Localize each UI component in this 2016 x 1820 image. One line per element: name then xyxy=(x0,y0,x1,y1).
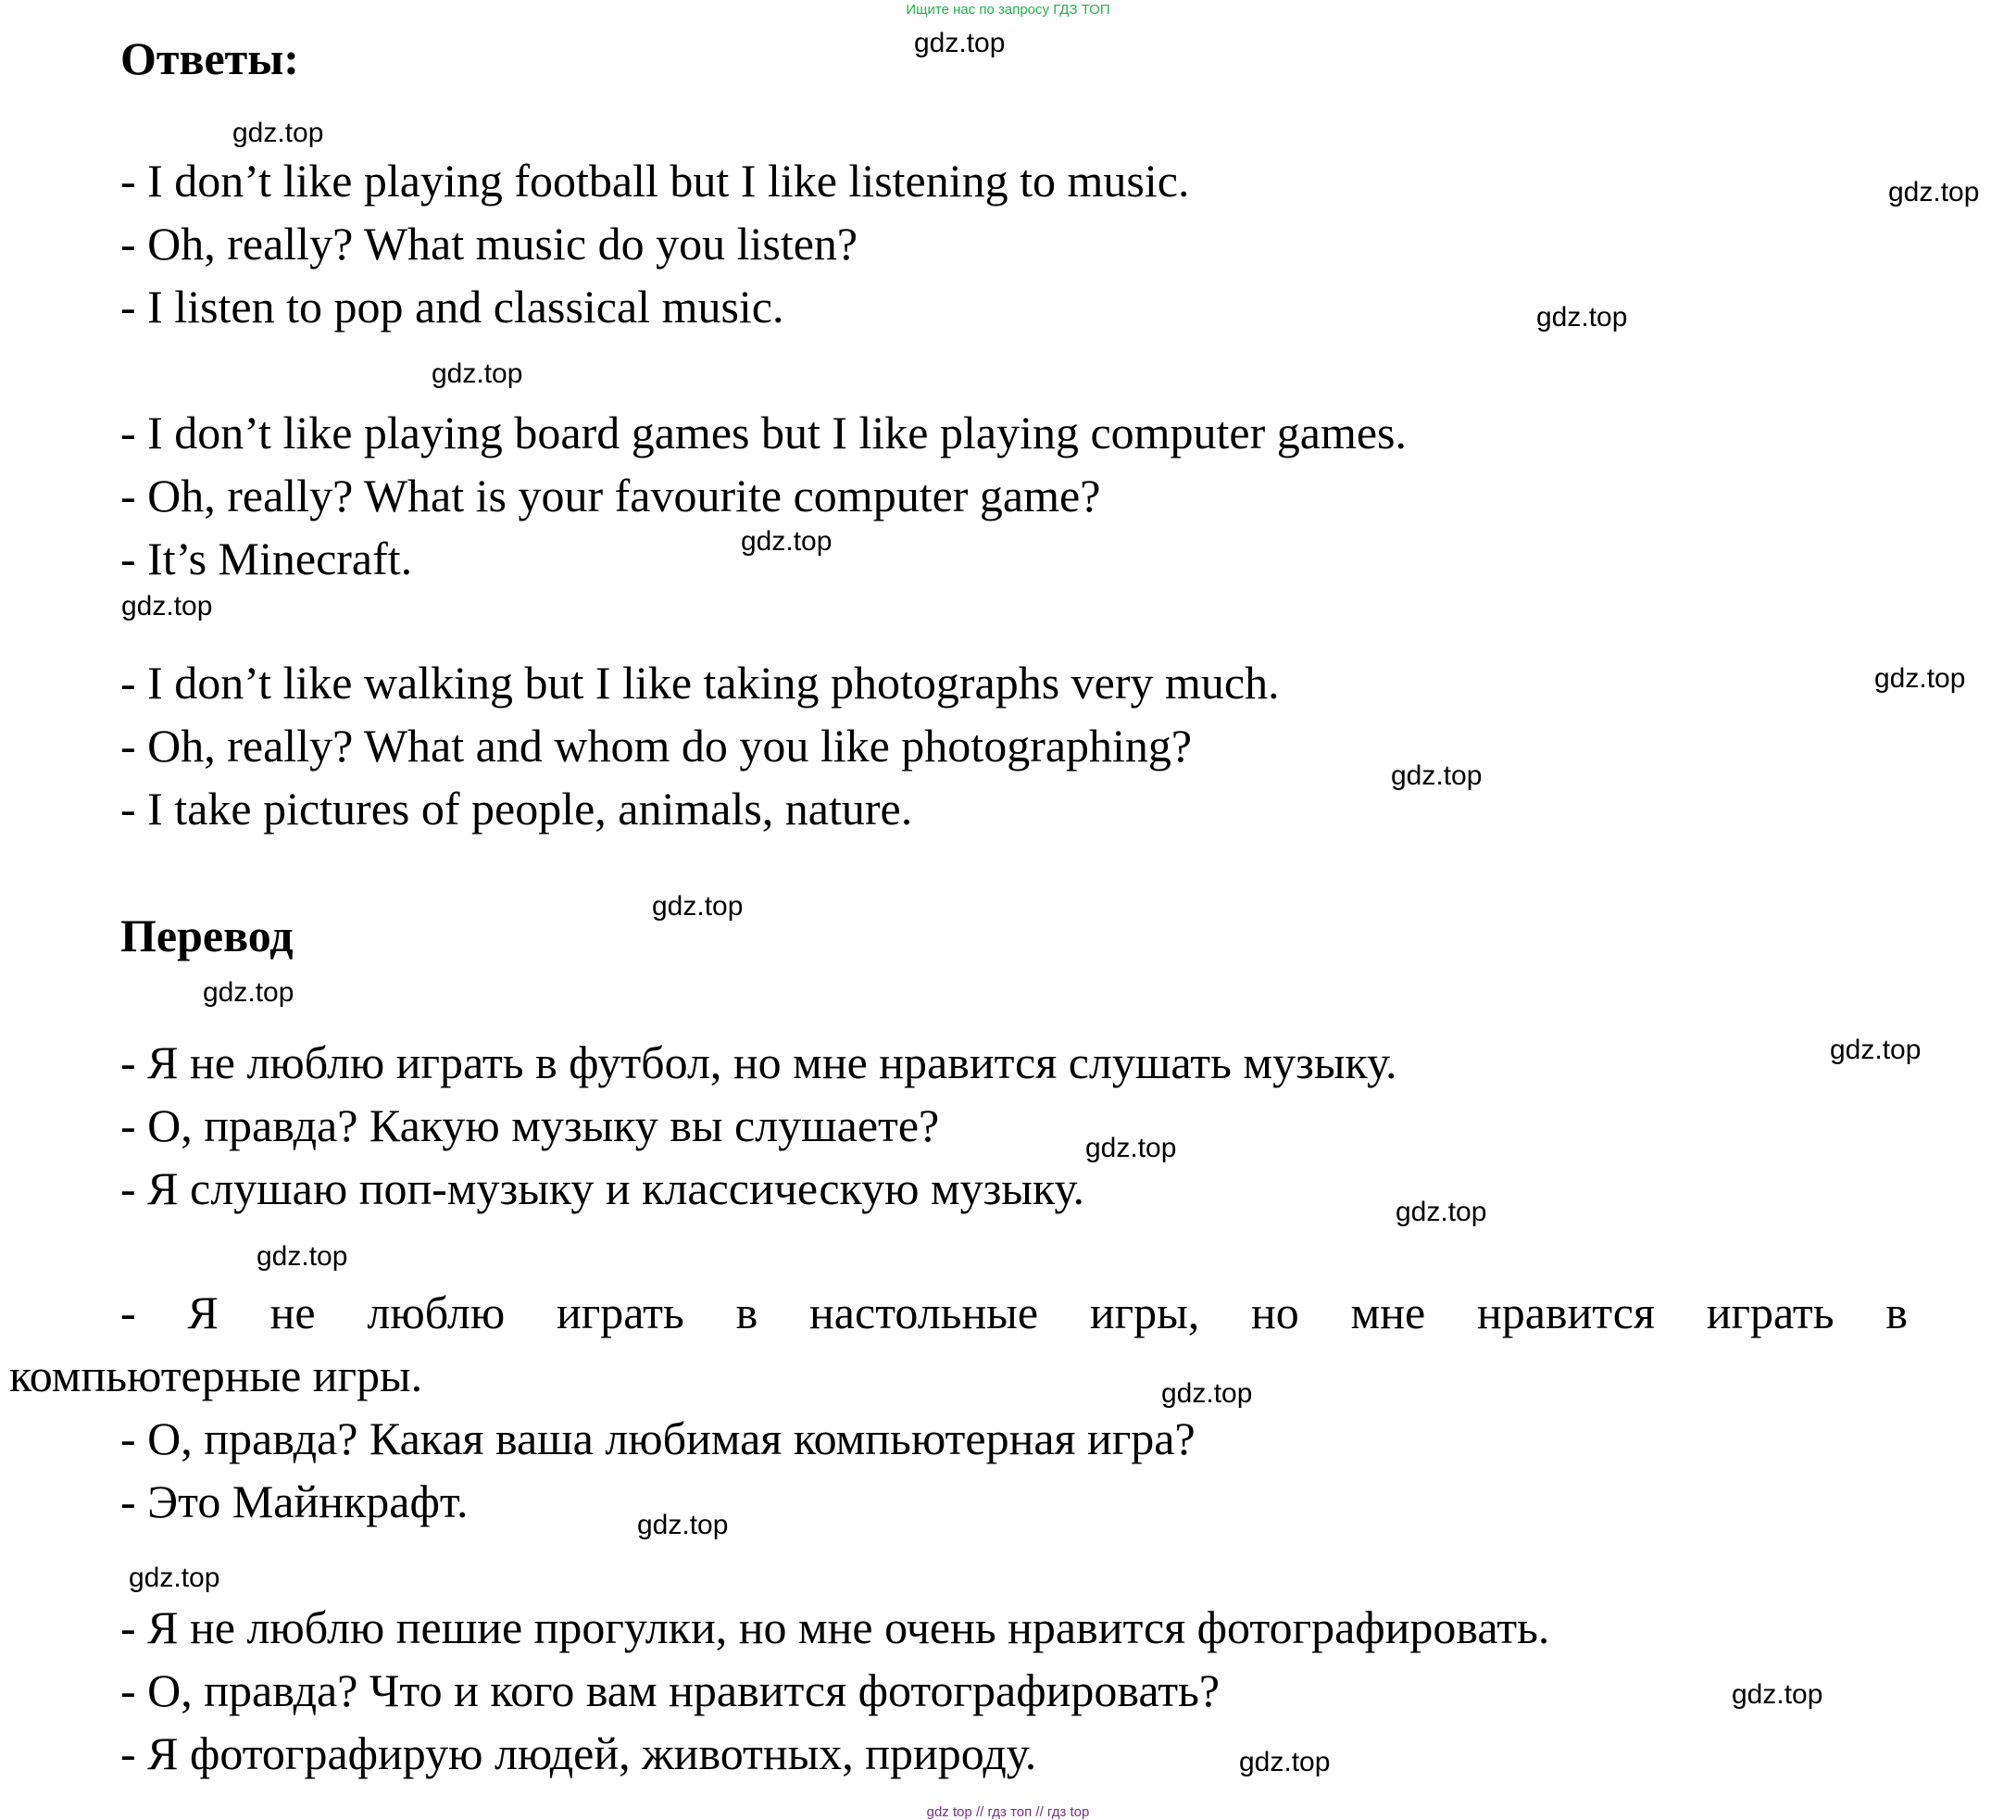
answer-line: - I take pictures of people, animals, nature. xyxy=(120,783,913,835)
translation-line: - Я слушаю поп-музыку и классическую музыку. xyxy=(120,1162,1085,1214)
watermark: gdz.top xyxy=(1888,177,1980,207)
answer-line: - I don’t like playing board games but I like playing computer games. xyxy=(120,407,1408,458)
watermark: gdz.top xyxy=(203,977,294,1008)
watermark: gdz.top xyxy=(1396,1197,1487,1227)
watermark: gdz.top xyxy=(129,1563,220,1593)
watermark: gdz.top xyxy=(121,591,213,621)
translation-heading: Перевод xyxy=(120,910,294,961)
answer-line: - I listen to pop and classical music. xyxy=(120,281,784,333)
top-banner: Ищите нас по запросу ГДЗ ТОП xyxy=(906,2,1110,18)
translation-line: - О, правда? Что и кого вам нравится фотографировать? xyxy=(120,1664,1221,1716)
answers-heading: Ответы: xyxy=(120,32,299,84)
translation-line: - О, правда? Какую музыку вы слушаете? xyxy=(120,1099,940,1151)
watermark: gdz.top xyxy=(257,1241,348,1272)
answer-line: - I don’t like playing football but I like listening to music. xyxy=(120,155,1190,207)
watermark: gdz.top xyxy=(741,526,833,557)
watermark: gdz.top xyxy=(1830,1035,1922,1065)
watermark: gdz.top xyxy=(1536,302,1628,333)
watermark: gdz.top xyxy=(637,1510,729,1540)
answer-line: - It’s Minecraft. xyxy=(120,533,413,584)
translation-line: - О, правда? Какая ваша любимая компьютерная игра? xyxy=(120,1412,1196,1464)
translation-line: - Я фотографирую людей, животных, природу. xyxy=(120,1727,1037,1779)
translation-line: - Я не люблю пешие прогулки, но мне очень нравится фотографировать. xyxy=(120,1601,1550,1653)
translation-line: компьютерные игры. xyxy=(9,1349,423,1401)
watermark: gdz.top xyxy=(1161,1378,1253,1409)
answer-line: - I don’t like walking but I like taking photographs very much. xyxy=(120,657,1280,709)
watermark: gdz.top xyxy=(652,891,744,922)
watermark: gdz.top xyxy=(1874,663,1966,694)
translation-line: - Я не люблю играть в футбол, но мне нравится слушать музыку. xyxy=(120,1036,1397,1088)
footer-banner: gdz top // гдз топ // гдз top xyxy=(926,1804,1090,1820)
watermark: gdz.top xyxy=(432,358,523,389)
answer-line: - Oh, really? What music do you listen? xyxy=(120,218,858,270)
watermark: gdz.top xyxy=(232,118,324,148)
watermark: gdz.top xyxy=(1239,1747,1331,1777)
watermark: gdz.top xyxy=(1085,1133,1177,1163)
translation-line: - Это Майнкрафт. xyxy=(120,1475,469,1527)
watermark: gdz.top xyxy=(1391,760,1483,791)
watermark: gdz.top xyxy=(914,28,1006,58)
watermark: gdz.top xyxy=(1732,1679,1823,1710)
translation-line: - Я не люблю играть в настольные игры, но мне нравится играть в xyxy=(120,1287,1908,1338)
answer-line: - Oh, really? What is your favourite computer game? xyxy=(120,470,1101,521)
answer-line: - Oh, really? What and whom do you like photographing? xyxy=(120,720,1193,772)
